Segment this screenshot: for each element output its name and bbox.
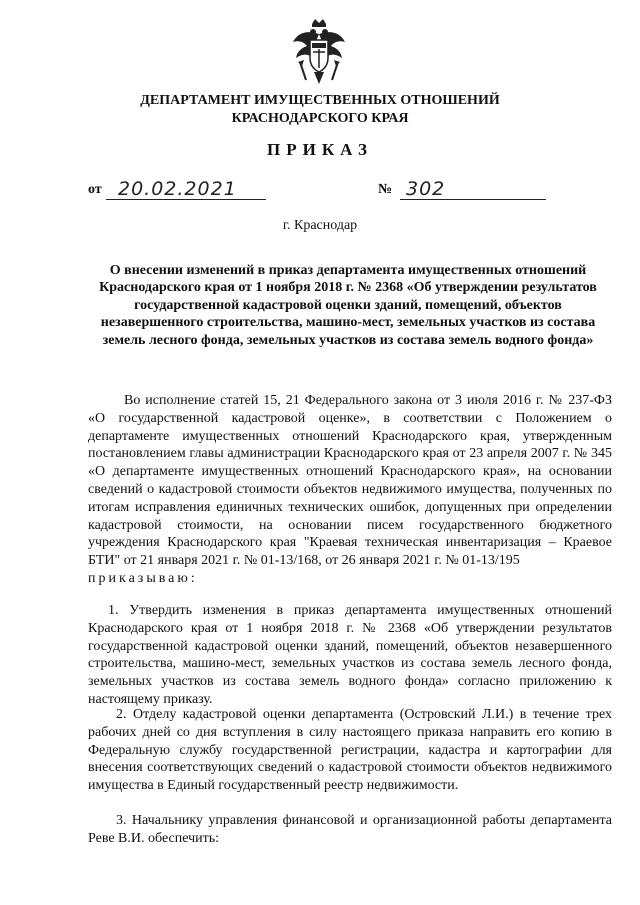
- city-line: г. Краснодар: [282, 218, 358, 233]
- department-line-2: КРАСНОДАРСКОГО КРАЯ: [231, 111, 409, 126]
- item-2-paragraph: 2. Отделу кадастровой оценки департамента (Островский Л.И.) в течение трех рабочих дней со дня вступления в силу настоящего приказа направить его копию в Федеральную службу государственной регистрации, кадастра и картографии для внесения соответствующих сведений о кадастровой стоимости объектов недвижимого имущества в Единый государственный реестр недвижимости.: [88, 707, 612, 794]
- date-handwritten: 20.02.2021: [118, 178, 237, 200]
- date-label: от: [88, 182, 102, 197]
- item-1-section: [88, 602, 612, 709]
- number-label: №: [378, 182, 393, 197]
- item-2-section: [88, 706, 612, 795]
- department-name: [70, 92, 570, 128]
- department-line-1: ДЕПАРТАМЕНТ ИМУЩЕСТВЕННЫХ ОТНОШЕНИЙ: [140, 93, 500, 108]
- number-handwritten: 302: [406, 178, 446, 200]
- order-word: приказываю:: [88, 570, 198, 586]
- preamble-section: [88, 392, 612, 588]
- order-subject-title: О внесении изменений в приказ департамента имущественных отношений Краснодарского края от 1 ноября 2018 г. № 2368 «Об утверждении результатов государственной кадастровой оценки зданий, помещений, объектов незавершенного строительства, машино-мест, земельных участков из состава земель лесного фонда, земельных участков из состава земель водного фонда»: [99, 263, 597, 348]
- coat-of-arms-emblem-icon: [290, 18, 348, 88]
- document-type-title: ПРИКАЗ: [267, 140, 373, 159]
- item-3-paragraph: 3. Начальнику управления финансовой и организационной работы департамента Реве В.И. обеспечить:: [88, 813, 612, 846]
- preamble-paragraph: Во исполнение статей 15, 21 Федерального закона от 3 июля 2016 г. № 237-ФЗ «О государственной кадастровой оценке», в соответствии с Положением о департаменте имущественных отношений Краснодарского края, утвержденным постановлением главы администрации Краснодарского края от 23 апреля 2007 г. № 345 «О департаменте имущественных отношений Краснодарского края», на основании сведений о кадастровой стоимости объектов недвижимого имущества, полученных по итогам исправления единичных технических ошибок, допущенных при определении кадастровой стоимости, на основании писем государственного бюджетного учреждения Краснодарского края "Краевая техническая инвентаризация – Краевое БТИ" от 21 января 2021 г. № 01-13/168, от 26 января 2021 г. № 01-13/195: [88, 393, 612, 569]
- item-3-section: [88, 812, 612, 848]
- item-1-paragraph: 1. Утвердить изменения в приказ департамента имущественных отношений Краснодарского края от 1 ноября 2018 г. № 2368 «Об утверждении результатов государственной кадастровой оценки зданий, помещений, объектов незавершенного строительства, машино-мест, земельных участков из состава земель лесного фонда, земельных участков из состава земель водного фонда» согласно приложению к настоящему приказу.: [88, 603, 612, 707]
- number-field: [378, 176, 548, 200]
- date-field: [88, 176, 268, 200]
